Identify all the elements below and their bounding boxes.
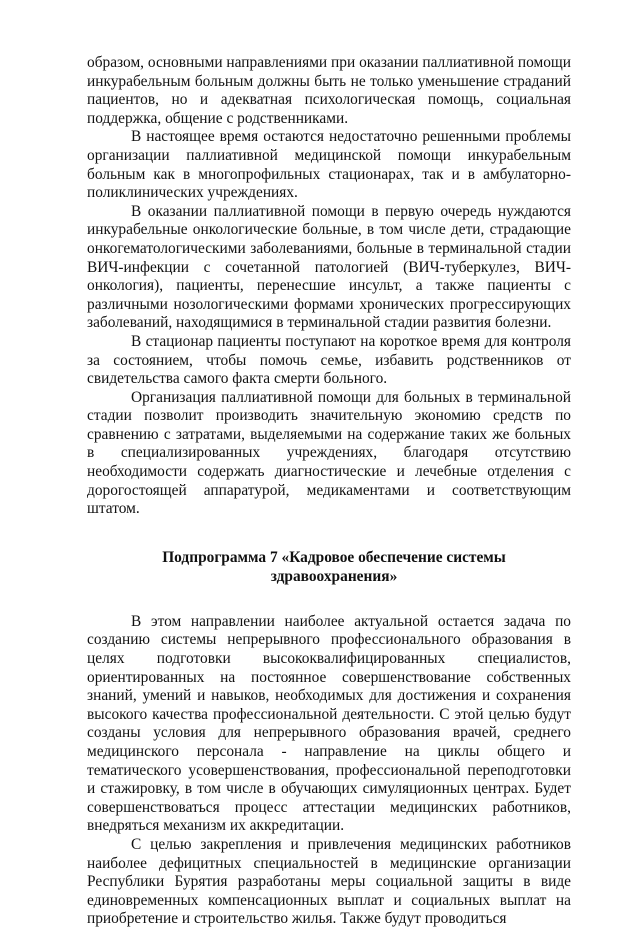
heading-line-2: здравоохранения» xyxy=(270,567,398,585)
paragraph-economy: Организация паллиативной помощи для больных в терминальной стадии позволит производить значительную экономию средств по сравнению с затратами, выделяемыми на содержание таких же больных в специализированных учреждениях, благодаря отсутствию необходимости содержать диагностические и лечебные отделения с дорогостоящей аппаратурой, медикаментами и соответствующим штатом. xyxy=(87,388,571,518)
paragraph-hospital: В стационар пациенты поступают на короткое время для контроля за состоянием, чтобы помочь семье, избавить родственников от свидетельства самого факта смерти больного. xyxy=(87,332,571,388)
paragraph-social-support: С целью закрепления и привлечения медицинских работников наиболее дефицитных специальностей в медицинские организации Республики Бурятия разработаны меры социальной защиты в виде единовременных компенсационных выплат и социальных выплат на приобретение и строительство жилья. Также будут проводиться xyxy=(87,835,571,928)
paragraph-education: В этом направлении наиболее актуальной остается задача по созданию системы непрерывного профессионального образования в целях подготовки высококвалифицированных специалистов, ориентированных на постоянное совершенствование собственных знаний, умений и навыков, необходимых для достижения и сохранения высокого качества профессиональной деятельности. С этой целью будут созданы условия для непрерывного образования врачей, среднего медицинского персонала - направление на циклы общего и тематического усовершенствования, профессиональной переподготовки и стажировку, в том числе в обучающих симуляционных центрах. Будет совершенствоваться процесс аттестации медицинских работников, внедряться механизм их аккредитации. xyxy=(87,612,571,835)
document-page xyxy=(87,54,571,929)
paragraph-patients: В оказании паллиативной помощи в первую очередь нуждаются инкурабельные онкологические больные, в том числе дети, страдающие онкогематологическими заболеваниями, больные в терминальной стадии ВИЧ-инфекции с сочетанной патологией (ВИЧ-туберкулез, ВИЧ-онкология), пациенты, перенесшие инсульт, а также пациенты с различными нозологическими формами хронических прогрессирующих заболеваний, находящимися в терминальной стадии развития болезни. xyxy=(87,202,571,332)
heading-line-1: Подпрограмма 7 «Кадровое обеспечение системы xyxy=(162,548,506,566)
paragraph-continuation: образом, основными направлениями при оказании паллиативной помощи инкурабельным больным должны быть не только уменьшение страданий пациентов, но и адекватная психологическая помощь, социальная поддержка, общение с родственниками. xyxy=(87,54,571,127)
paragraph-problems: В настоящее время остаются недостаточно решенными проблемы организации паллиативной медицинской помощи инкурабельным больным как в многопрофильных стационарах, так и в амбулаторно-поликлинических учреждениях. xyxy=(87,128,571,202)
subprogram-heading xyxy=(87,548,571,586)
